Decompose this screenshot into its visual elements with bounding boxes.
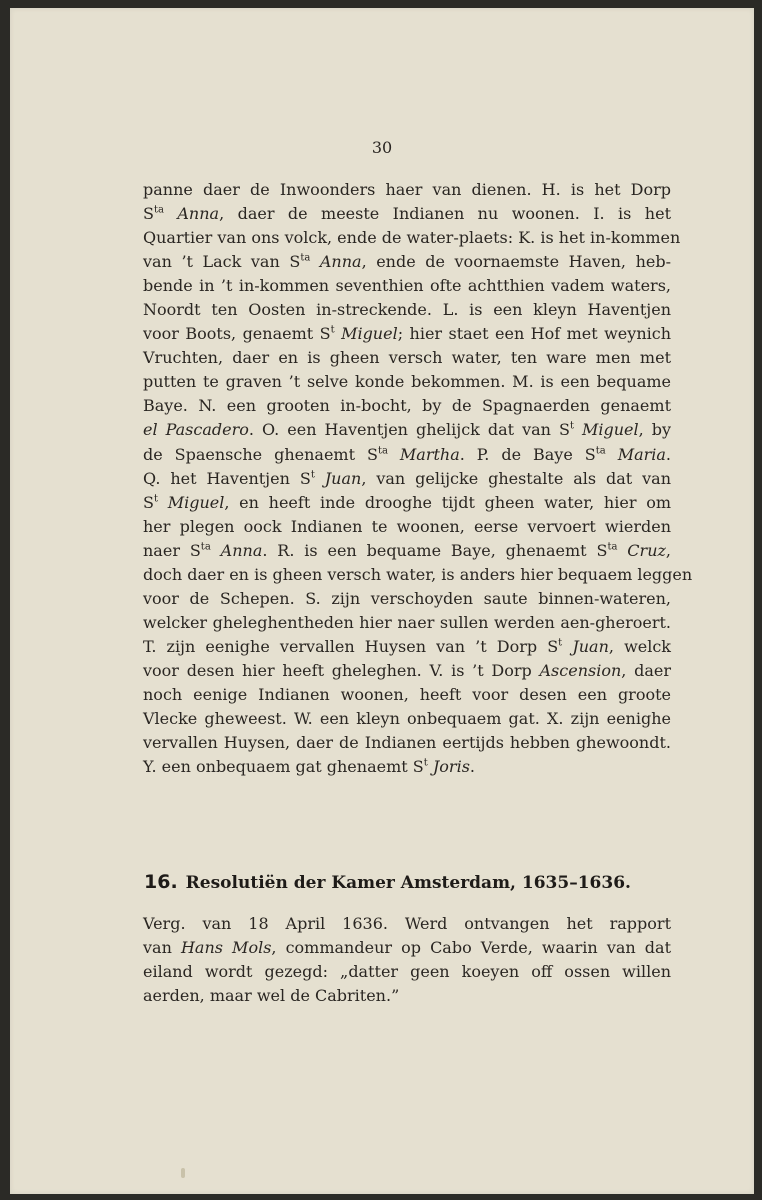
line-text: , welck [608,636,672,656]
italic-name: Anna [220,540,263,560]
italic-name: Cruz [627,540,666,560]
line-text: aerden, maar wel de Cabriten.” [143,986,400,1006]
line-text: Vlecke gheweest. W. een kleyn onbequaem gat. X. zijn eenighe [143,709,671,729]
line-text: Quartier van ons volck, ende de water-plaets: K. is het in-kommen [143,228,681,248]
line-text: vervallen Huysen, daer de Indianen eertijds hebben ghewoondt. [143,733,671,753]
line-text: panne daer de Inwoonders haer van dienen. H. is het Dorp [143,180,671,199]
italic-name: Miguel [341,324,398,344]
italic-name: Martha [399,444,460,464]
text-line [143,178,671,202]
line-text [158,493,168,512]
line-text: her plegen oock Indianen te woonen, eerse vervoert wierden [143,516,671,536]
line-text: S [366,444,378,464]
line-text: . O. een Haventjen ghelijck dat van [248,420,559,440]
superscript: ta [300,252,311,264]
body-text [143,178,693,779]
line-text: bende in ’t in-kommen seventhien ofte achtthien vadem waters, [143,276,671,296]
paper-speck [181,1168,185,1178]
line-text: Noordt ten Oosten in-streckende. L. is een kleyn Haventjen [143,300,671,320]
section-heading [144,871,672,893]
line-text: S [584,444,596,464]
line-text: , daer de meeste Indianen nu woonen. I. is het [219,204,671,224]
text-line [143,635,671,659]
line-text: van ’t Lack van [143,252,290,272]
italic-name: Anna [319,252,362,272]
italic-name: el Pascadero [143,420,249,440]
text-line [143,936,671,960]
line-text [211,541,221,560]
text-line [143,274,671,298]
line-text: , ende de voornaemste Haven, heb- [361,252,671,272]
line-text: Vruchten, daer en is gheen versch water, ten ware men met [143,348,671,368]
line-text: S [596,540,608,560]
line-text: S [558,420,570,440]
line-text: S [289,252,301,272]
line-text: Q. het Haventjen [143,468,300,488]
text-line [143,683,671,707]
superscript: t [310,469,315,481]
text-line [143,418,671,442]
line-text: T. zijn eenighe vervallen Huysen van ’t Dorp [143,636,548,656]
book-page [10,8,754,1194]
text-line [143,467,671,491]
text-line [143,731,671,755]
text-line [143,755,671,779]
line-text: , van gelijcke ghestalte als dat van [361,468,672,488]
line-text: van [143,938,181,958]
line-text: . R. is een bequame Baye, ghenaemt [262,540,597,560]
text-line [143,443,671,467]
text-line [143,611,671,635]
line-text: doch daer en is gheen versch water, is anders hier bequaem leggen [143,564,693,584]
section-text [143,912,671,1008]
section-number: 16. [144,871,178,893]
line-text: , daer [621,660,671,680]
superscript: ta [607,541,618,553]
text-line [143,515,671,539]
line-text: S [143,492,154,512]
line-text [315,469,325,488]
text-line [143,322,671,346]
text-line [143,707,671,731]
page-number: 30 [371,138,393,157]
superscript: t [569,421,574,433]
superscript: ta [200,541,211,553]
line-text: putten te graven ’t selve konde bekommen. M. is een bequame [143,372,671,392]
line-text: de Spaensche ghenaemt [143,444,367,464]
text-line [143,984,671,1008]
text-line [143,539,671,563]
line-text: S [189,540,201,560]
line-text: Verg. van 18 April 1636. Werd ontvangen het rapport [143,914,671,933]
italic-name: Ascension [539,660,622,680]
italic-name: Juan [572,636,609,656]
line-text: S [319,324,331,344]
line-text: , en heeft inde drooghe tijdt gheen water, hier om [224,492,671,512]
text-line [143,202,671,226]
italic-name: Maria [617,444,666,464]
line-text: voor Boots, genaemt [143,324,320,344]
line-text: . [665,444,672,464]
line-text [606,445,618,464]
italic-name: Juan [324,468,362,488]
text-line [143,226,681,250]
line-text: naer [143,540,190,560]
italic-name: Joris [432,757,470,777]
line-text: S [547,636,559,656]
text-line [143,912,671,936]
line-text [310,252,320,271]
line-text: noch eenige Indianen woonen, heeft voor desen een groote [143,684,671,704]
superscript: t [558,637,563,649]
italic-name: Anna [177,204,220,224]
line-text [617,541,627,560]
italic-name: Miguel [581,420,639,440]
italic-name: Hans Mols [180,938,272,958]
text-line [143,659,671,683]
superscript: ta [595,445,606,457]
section-title: Resolutiën der Kamer Amsterdam, 1635–1636. [185,873,631,893]
line-text: . [469,757,475,777]
text-line [143,394,671,418]
text-line [143,491,671,515]
line-text: S [143,204,154,224]
line-text: S [412,757,424,777]
text-line [143,298,671,322]
line-text: Baye. N. een grooten in-bocht, by de Spagnaerden genaemt [143,396,671,416]
line-text: , commandeur op Cabo Verde, waarin van dat [271,938,671,958]
line-text: voor desen hier heeft gheleghen. V. is ’t Dorp [143,660,540,680]
text-line [143,563,693,587]
text-line [143,370,671,394]
line-text: . P. de Baye [459,444,585,464]
line-text: eiland wordt gezegd: „datter geen koeyen off ossen willen [143,962,671,982]
line-text: S [299,468,311,488]
italic-name: Miguel [167,492,225,512]
line-text: Y. een onbequaem gat ghenaemt [143,757,413,777]
line-text [562,637,572,656]
line-text [574,420,582,439]
line-text: , by [638,420,671,440]
text-line [143,587,671,611]
line-text: welcker gheleghentheden hier naer sullen werden aen-gheroert. [143,612,671,632]
superscript: ta [377,445,388,457]
line-text [164,204,177,223]
line-text: , [665,540,672,560]
superscript: t [423,757,428,769]
text-line [143,346,671,370]
line-text [388,445,400,464]
text-line [143,250,671,274]
superscript: t [330,324,335,336]
superscript: t [153,493,158,505]
line-text: ; hier staet een Hof met weynich [397,324,671,344]
line-text: voor de Schepen. S. zijn verschoyden saute binnen-wateren, [143,588,671,608]
text-line [143,960,671,984]
superscript: ta [153,204,164,216]
